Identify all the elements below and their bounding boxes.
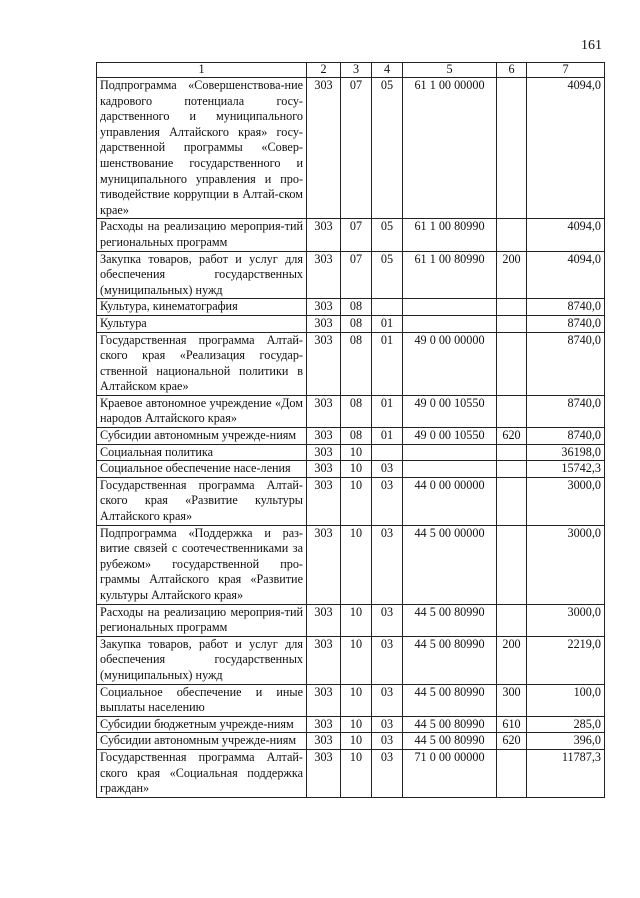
- section-code: 10: [341, 525, 372, 604]
- target-article-code: [403, 315, 497, 332]
- column-header: 2: [307, 63, 341, 78]
- row-name: Культура, кинематография: [97, 299, 307, 316]
- column-header: 6: [497, 63, 527, 78]
- row-name: Социальная политика: [97, 444, 307, 461]
- section-code: 08: [341, 299, 372, 316]
- target-article-code: 44 0 00 00000: [403, 477, 497, 525]
- subsection-code: 05: [372, 251, 403, 299]
- section-code: 10: [341, 716, 372, 733]
- admin-code: 303: [307, 461, 341, 478]
- table-row: [97, 749, 605, 797]
- expense-type-code: 200: [497, 636, 527, 684]
- table-row: [97, 332, 605, 395]
- amount: 8740,0: [527, 315, 605, 332]
- expense-type-code: [497, 604, 527, 636]
- section-code: 10: [341, 477, 372, 525]
- target-article-code: [403, 461, 497, 478]
- admin-code: 303: [307, 219, 341, 251]
- table-row: [97, 219, 605, 251]
- table-row: [97, 525, 605, 604]
- admin-code: 303: [307, 428, 341, 445]
- admin-code: 303: [307, 78, 341, 219]
- column-header: 3: [341, 63, 372, 78]
- amount: 15742,3: [527, 461, 605, 478]
- column-header: 4: [372, 63, 403, 78]
- expense-type-code: [497, 477, 527, 525]
- section-code: 10: [341, 604, 372, 636]
- table-row: [97, 604, 605, 636]
- subsection-code: 03: [372, 733, 403, 750]
- subsection-code: 03: [372, 461, 403, 478]
- subsection-code: [372, 299, 403, 316]
- row-name: Закупка товаров, работ и услуг для обеспечения государственных (муниципальных) нужд: [97, 636, 307, 684]
- subsection-code: 03: [372, 477, 403, 525]
- subsection-code: 03: [372, 525, 403, 604]
- amount: 8740,0: [527, 332, 605, 395]
- expense-type-code: 300: [497, 684, 527, 716]
- amount: 396,0: [527, 733, 605, 750]
- table-row: [97, 716, 605, 733]
- admin-code: 303: [307, 749, 341, 797]
- subsection-code: 03: [372, 749, 403, 797]
- target-article-code: 44 5 00 80990: [403, 733, 497, 750]
- admin-code: 303: [307, 636, 341, 684]
- target-article-code: 49 0 00 00000: [403, 332, 497, 395]
- amount: 285,0: [527, 716, 605, 733]
- row-name: Субсидии автономным учрежде-ниям: [97, 733, 307, 750]
- expense-type-code: [497, 444, 527, 461]
- target-article-code: 44 5 00 80990: [403, 716, 497, 733]
- target-article-code: 49 0 00 10550: [403, 428, 497, 445]
- section-code: 08: [341, 395, 372, 427]
- admin-code: 303: [307, 315, 341, 332]
- subsection-code: 03: [372, 684, 403, 716]
- target-article-code: 61 1 00 80990: [403, 251, 497, 299]
- admin-code: 303: [307, 716, 341, 733]
- section-code: 08: [341, 428, 372, 445]
- table-row: [97, 299, 605, 316]
- table-row: [97, 636, 605, 684]
- table-row: [97, 477, 605, 525]
- target-article-code: [403, 444, 497, 461]
- amount: 11787,3: [527, 749, 605, 797]
- amount: 3000,0: [527, 477, 605, 525]
- subsection-code: 03: [372, 636, 403, 684]
- target-article-code: 44 5 00 80990: [403, 684, 497, 716]
- target-article-code: 44 5 00 00000: [403, 525, 497, 604]
- expense-type-code: [497, 299, 527, 316]
- row-name: Государственная программа Алтай-ского края «Социальная поддержка граждан»: [97, 749, 307, 797]
- row-name: Социальное обеспечение и иные выплаты населению: [97, 684, 307, 716]
- subsection-code: 01: [372, 395, 403, 427]
- subsection-code: 03: [372, 716, 403, 733]
- target-article-code: 44 5 00 80990: [403, 604, 497, 636]
- section-code: 10: [341, 461, 372, 478]
- table-row: [97, 315, 605, 332]
- expense-type-code: 620: [497, 428, 527, 445]
- amount: 4094,0: [527, 251, 605, 299]
- expense-type-code: [497, 219, 527, 251]
- admin-code: 303: [307, 604, 341, 636]
- subsection-code: 01: [372, 315, 403, 332]
- row-name: Краевое автономное учреждение «Дом народов Алтайского края»: [97, 395, 307, 427]
- expense-type-code: 200: [497, 251, 527, 299]
- column-header: 1: [97, 63, 307, 78]
- row-name: Закупка товаров, работ и услуг для обеспечения государственных (муниципальных) нужд: [97, 251, 307, 299]
- table-row: [97, 251, 605, 299]
- row-name: Расходы на реализацию мероприя-тий региональных программ: [97, 219, 307, 251]
- subsection-code: 03: [372, 604, 403, 636]
- amount: 8740,0: [527, 299, 605, 316]
- expense-type-code: [497, 749, 527, 797]
- amount: 3000,0: [527, 604, 605, 636]
- section-code: 08: [341, 332, 372, 395]
- expense-type-code: [497, 78, 527, 219]
- section-code: 10: [341, 684, 372, 716]
- expense-type-code: [497, 395, 527, 427]
- target-article-code: 61 1 00 80990: [403, 219, 497, 251]
- row-name: Социальное обеспечение насе-ления: [97, 461, 307, 478]
- expense-type-code: [497, 461, 527, 478]
- row-name: Подпрограмма «Поддержка и раз-витие связей с соотечественниками за рубежом» государственной про-граммы Алтайского края «Развитие культуры Алтайского края»: [97, 525, 307, 604]
- target-article-code: 61 1 00 00000: [403, 78, 497, 219]
- section-code: 07: [341, 78, 372, 219]
- admin-code: 303: [307, 299, 341, 316]
- table-row: [97, 78, 605, 219]
- section-code: 10: [341, 749, 372, 797]
- admin-code: 303: [307, 525, 341, 604]
- section-code: 10: [341, 444, 372, 461]
- amount: 4094,0: [527, 78, 605, 219]
- table-row: [97, 444, 605, 461]
- amount: 8740,0: [527, 428, 605, 445]
- target-article-code: [403, 299, 497, 316]
- amount: 8740,0: [527, 395, 605, 427]
- subsection-code: 01: [372, 428, 403, 445]
- row-name: Культура: [97, 315, 307, 332]
- section-code: 08: [341, 315, 372, 332]
- admin-code: 303: [307, 444, 341, 461]
- admin-code: 303: [307, 251, 341, 299]
- expense-type-code: [497, 332, 527, 395]
- table-row: [97, 461, 605, 478]
- table-row: [97, 684, 605, 716]
- expense-type-code: 620: [497, 733, 527, 750]
- admin-code: 303: [307, 477, 341, 525]
- expense-type-code: [497, 315, 527, 332]
- subsection-code: 05: [372, 219, 403, 251]
- row-name: Подпрограмма «Совершенствова-ние кадрового потенциала госу-дарственного и муниципального управления Алтайского края» госу-дарственной программы «Совер-шенствование государственного и муниципального управления и про-тиводействие коррупции в Алтай-ском крае»: [97, 78, 307, 219]
- row-name: Субсидии автономным учрежде-ниям: [97, 428, 307, 445]
- expense-type-code: [497, 525, 527, 604]
- section-code: 07: [341, 219, 372, 251]
- admin-code: 303: [307, 395, 341, 427]
- amount: 100,0: [527, 684, 605, 716]
- row-name: Расходы на реализацию мероприя-тий региональных программ: [97, 604, 307, 636]
- amount: 3000,0: [527, 525, 605, 604]
- admin-code: 303: [307, 332, 341, 395]
- admin-code: 303: [307, 733, 341, 750]
- header-row: [97, 63, 605, 78]
- amount: 4094,0: [527, 219, 605, 251]
- admin-code: 303: [307, 684, 341, 716]
- column-header: 5: [403, 63, 497, 78]
- row-name: Субсидии бюджетным учрежде-ниям: [97, 716, 307, 733]
- subsection-code: 01: [372, 332, 403, 395]
- table-row: [97, 733, 605, 750]
- section-code: 10: [341, 636, 372, 684]
- table-row: [97, 395, 605, 427]
- amount: 2219,0: [527, 636, 605, 684]
- target-article-code: 49 0 00 10550: [403, 395, 497, 427]
- subsection-code: [372, 444, 403, 461]
- column-header: 7: [527, 63, 605, 78]
- page-number: 161: [581, 38, 602, 53]
- target-article-code: 44 5 00 80990: [403, 636, 497, 684]
- target-article-code: 71 0 00 00000: [403, 749, 497, 797]
- row-name: Государственная программа Алтай-ского края «Развитие культуры Алтайского края»: [97, 477, 307, 525]
- table-row: [97, 428, 605, 445]
- section-code: 07: [341, 251, 372, 299]
- amount: 36198,0: [527, 444, 605, 461]
- budget-table: [96, 62, 605, 798]
- row-name: Государственная программа Алтай-ского края «Реализация государ-ственной национальной политики в Алтайском крае»: [97, 332, 307, 395]
- section-code: 10: [341, 733, 372, 750]
- subsection-code: 05: [372, 78, 403, 219]
- expense-type-code: 610: [497, 716, 527, 733]
